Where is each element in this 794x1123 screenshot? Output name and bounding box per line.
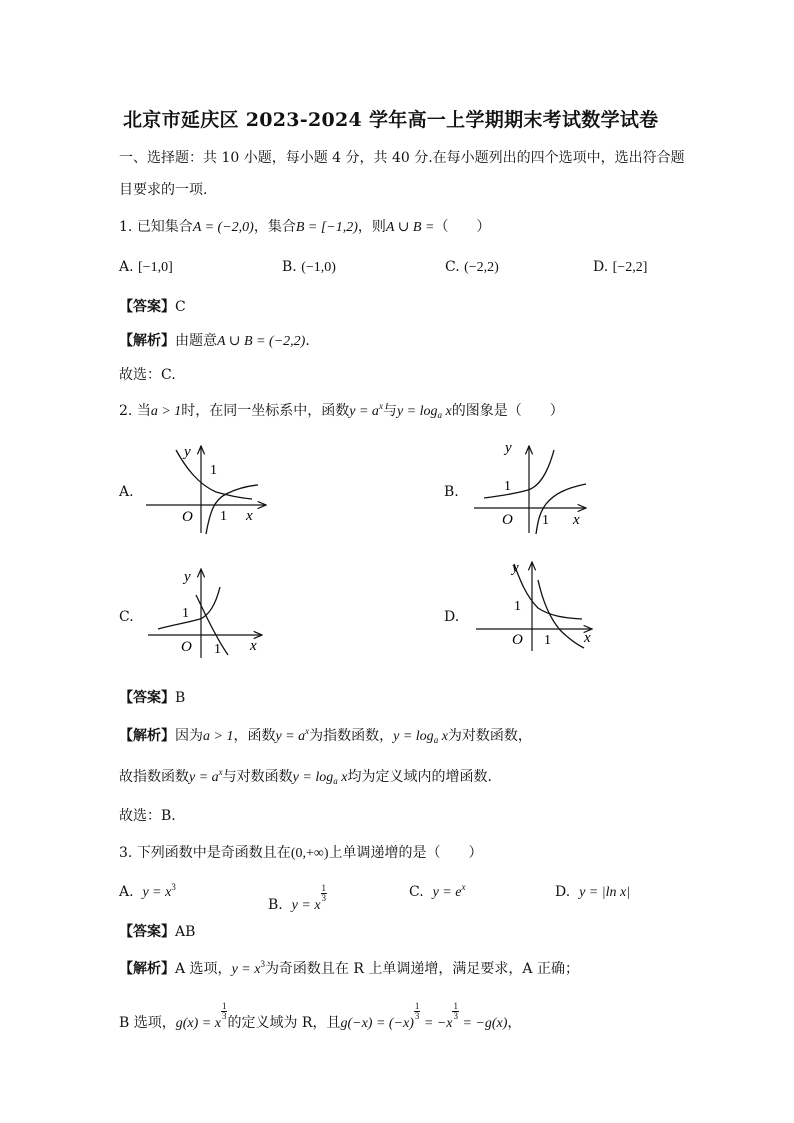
x-intercept-label: 1 <box>542 513 549 528</box>
y-intercept-label: 1 <box>514 599 521 614</box>
section-heading-line2: 目要求的一项. <box>119 182 208 198</box>
question-1-option-d: D. [−2,2] <box>593 259 648 275</box>
graph-option-d <box>472 556 598 652</box>
graph-option-c-label: C. <box>119 609 134 625</box>
exp-increasing-curve <box>158 587 220 629</box>
question-1-answer: 【答案】C <box>119 299 186 315</box>
x-intercept-label: 1 <box>220 509 227 524</box>
question-number: 3. <box>119 845 133 861</box>
y-axis-label: y <box>505 440 512 456</box>
question-2-analysis-line2: 故指数函数$y = a^x$与对数函数$y = \log_a x$均为定义域内的增函数. <box>119 767 492 786</box>
origin-label: O <box>181 639 192 655</box>
y-intercept-label: 1 <box>504 479 511 494</box>
x-intercept-label: 1 <box>544 633 551 648</box>
question-2-stem: 2. 当a > 1时，在同一坐标系中，函数$y = a^x$与$y = \log_a x$的图象是（ ） <box>119 401 564 420</box>
question-1-option-c: C. (−2,2) <box>445 259 499 275</box>
question-3-option-b: B. y = x $\frac{1}{3}$ <box>268 883 327 913</box>
origin-label: O <box>512 632 523 648</box>
question-3-analysis-line2: B 选项，g(x) = x $\frac{1}{3}$ 的定义域为 R，且g(−x) = (−x) $\frac{1}{3}$ = −x $\frac{1}{3}$ = −g(x)， <box>119 1001 522 1031</box>
question-3-option-c: C. $y = e^x$ <box>409 882 466 900</box>
question-1-stem: 1. 已知集合A = (−2,0)，集合B = [−1,2)，则A ∪ B =（ ） <box>119 219 491 235</box>
x-axis-label: x <box>573 512 580 528</box>
origin-label: O <box>502 512 513 528</box>
x-axis-label: x <box>246 508 253 524</box>
question-1-option-b: B. (−1,0) <box>282 259 336 275</box>
question-3-analysis-line1: 【解析】A 选项，$y = x^3$为奇函数且在 R 上单调递增，满足要求，A 正确； <box>119 959 579 977</box>
x-axis-label: x <box>584 630 591 646</box>
graph-option-a <box>140 438 270 534</box>
y-axis-label: y <box>184 444 191 460</box>
fraction-exponent: $\frac{1}{3}$ <box>321 883 327 903</box>
graph-option-b <box>468 438 598 534</box>
question-number: 1. <box>119 219 133 235</box>
question-1-option-a: A. [−1,0] <box>119 259 173 275</box>
question-1-analysis: 【解析】由题意A ∪ B = (−2,2). <box>119 333 310 349</box>
y-intercept-label: 1 <box>210 463 217 478</box>
y-axis-label: y <box>512 560 519 576</box>
question-3-answer: 【答案】AB <box>119 924 196 940</box>
question-3-stem: 3. 下列函数中是奇函数且在(0,+∞)上单调递增的是（ ） <box>119 845 483 861</box>
exp-increasing-curve <box>484 450 554 498</box>
question-1-choose: 故选：C. <box>119 367 176 383</box>
graph-option-c <box>144 563 269 659</box>
y-intercept-label: 1 <box>182 606 189 621</box>
question-3-option-d: D. y = |ln x| <box>555 884 631 900</box>
x-axis-label: x <box>250 638 257 654</box>
graph-option-b-label: B. <box>444 484 459 500</box>
section-heading-line1: 一、选择题：共 10 小题，每小题 4 分，共 40 分.在每小题列出的四个选项中，选出符合题 <box>119 150 685 166</box>
y-axis-label: y <box>184 569 191 585</box>
question-2-answer: 【答案】B <box>119 690 186 706</box>
origin-label: O <box>182 509 193 525</box>
graph-option-a-label: A. <box>119 484 134 500</box>
question-2-analysis-line1: 【解析】因为a > 1，函数$y = a^x$为指数函数，$y = \log_a x$为对数函数， <box>119 726 532 745</box>
page-title: 北京市延庆区 2023-2024 学年高一上学期期末考试数学试卷 <box>123 109 659 131</box>
question-3-option-a: A. $y = x^3$ <box>119 882 176 900</box>
graph-option-d-label: D. <box>444 609 460 625</box>
question-2-choose: 故选：B. <box>119 808 176 824</box>
question-number: 2. <box>119 403 133 419</box>
x-intercept-label: 1 <box>214 642 221 657</box>
